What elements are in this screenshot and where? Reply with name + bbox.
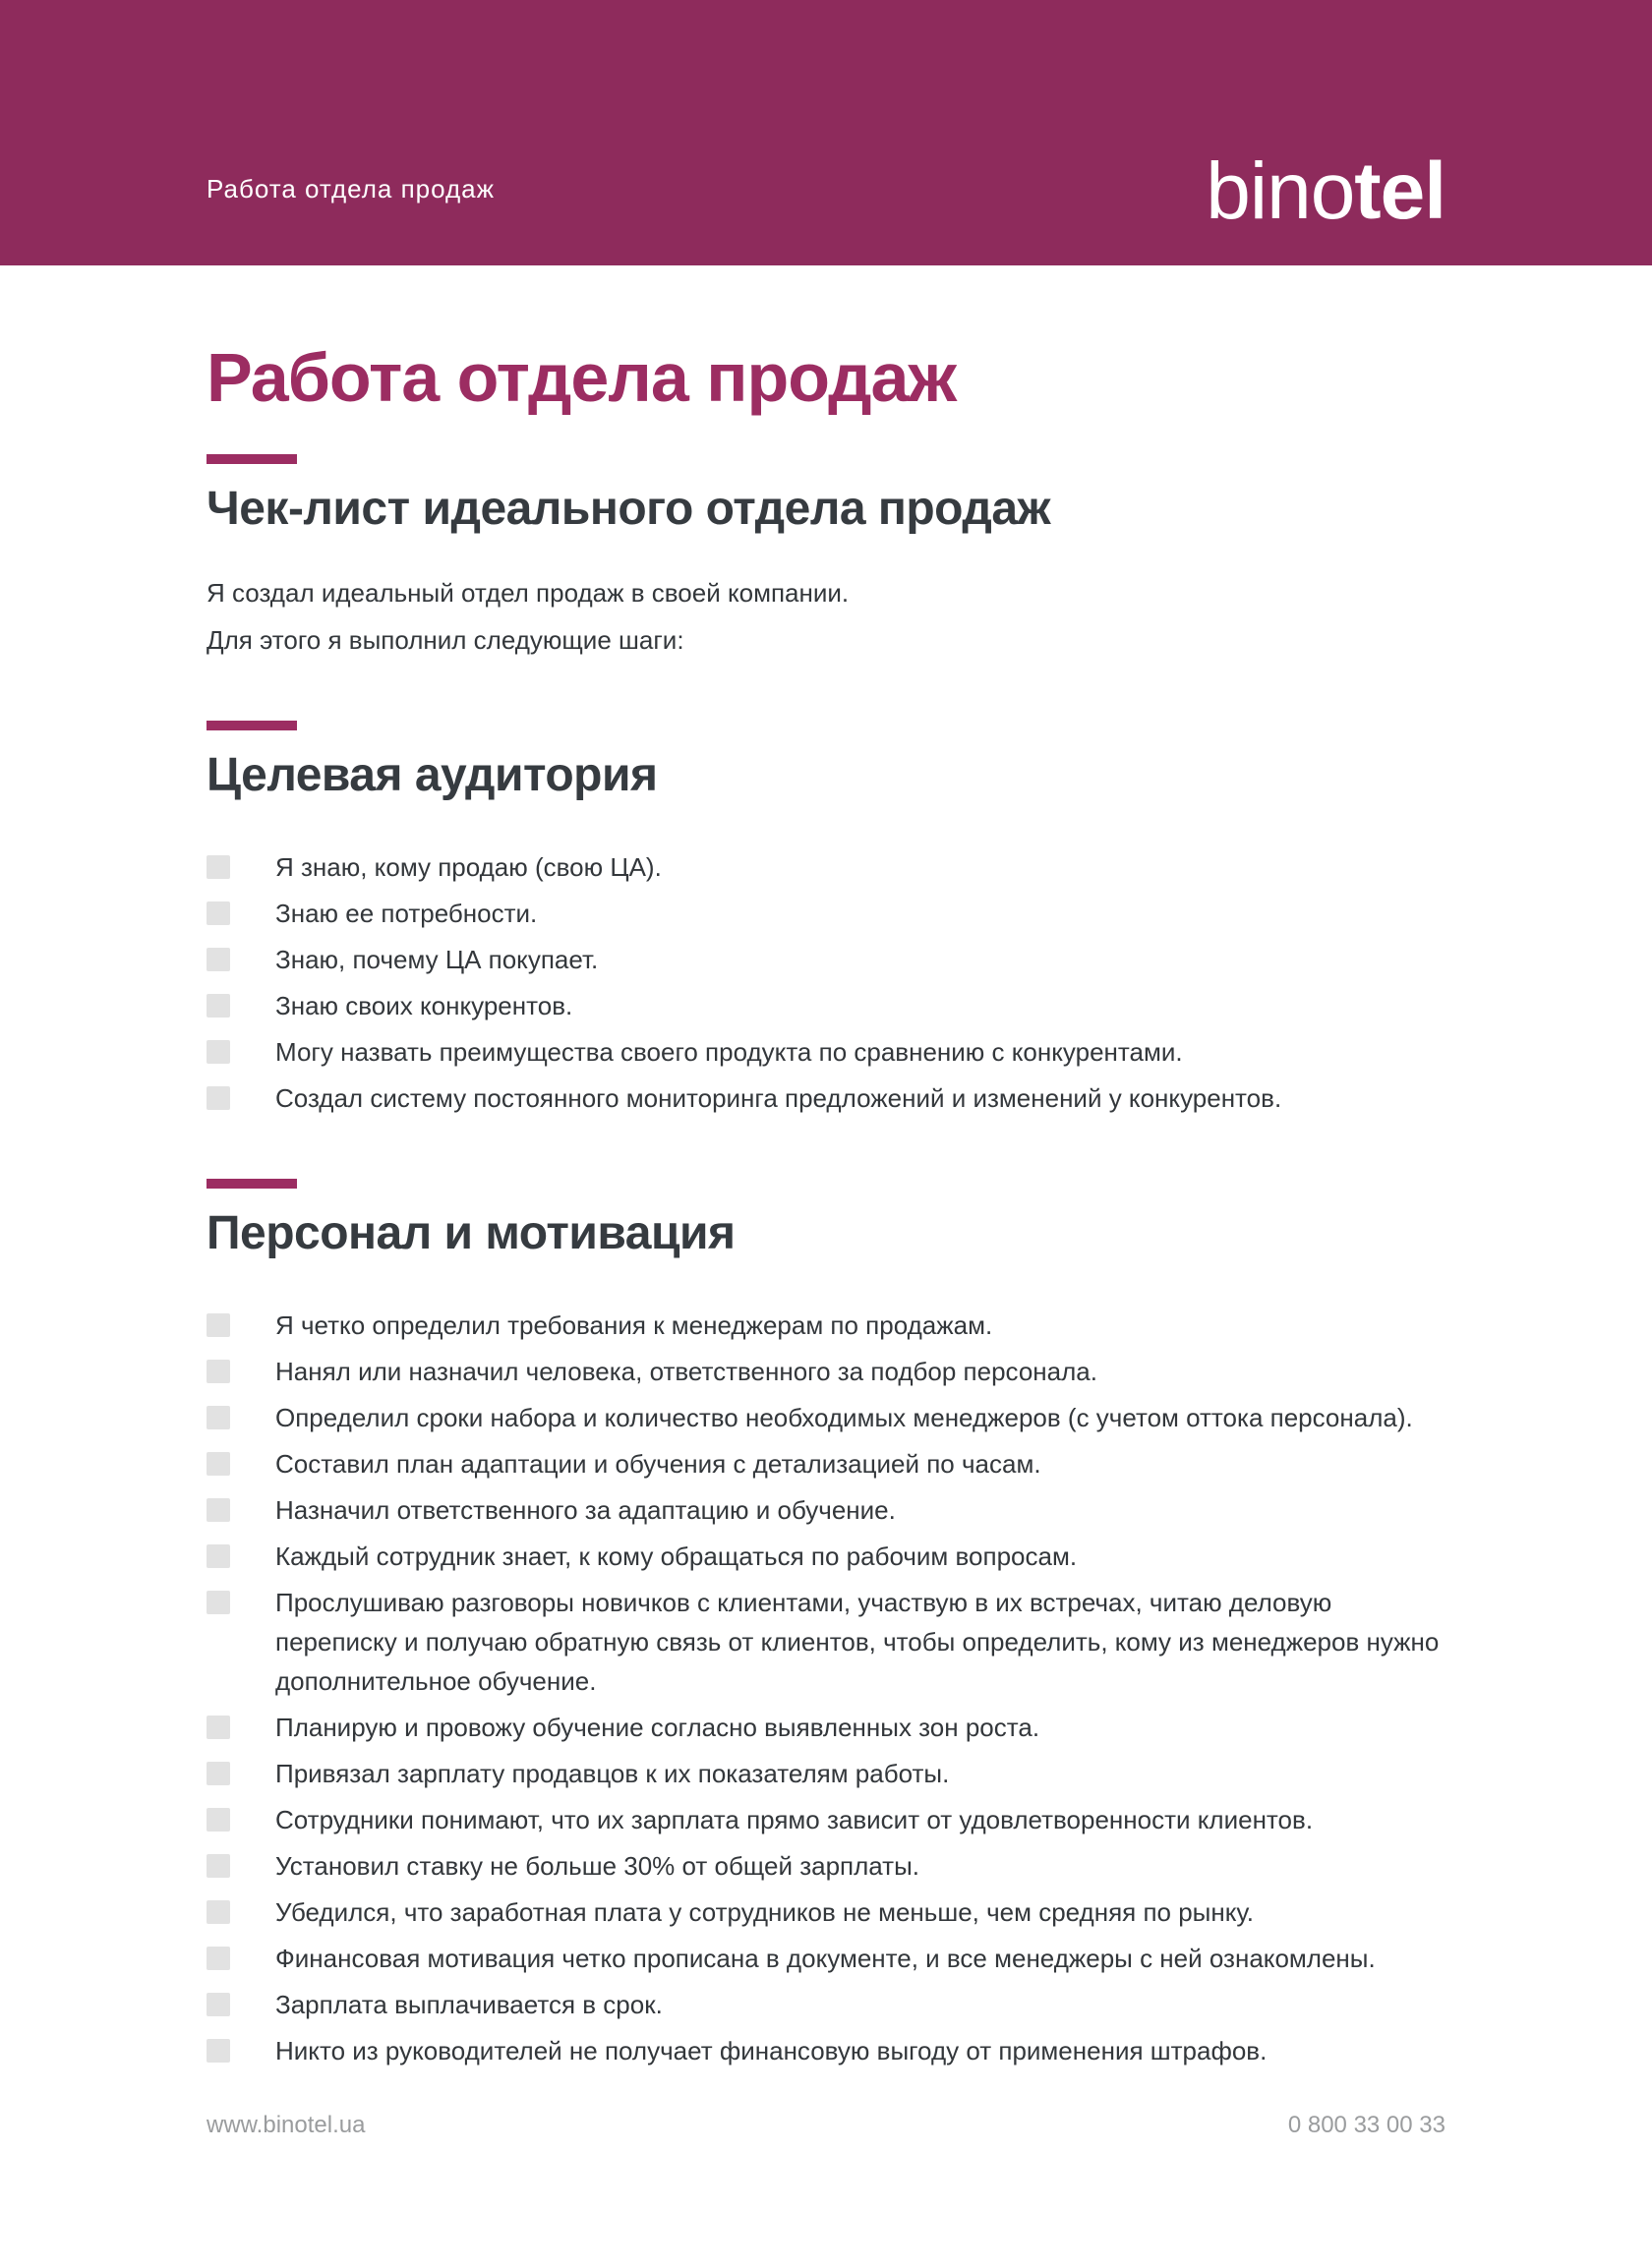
checklist-item-label: Финансовая мотивация четко прописана в документе, и все менеджеры с ней ознакомлены. [275,1944,1376,1974]
checklist [206,847,1446,1118]
section [206,454,1446,660]
section [206,721,1446,1118]
checklist-item-label: Прослушиваю разговоры новичков с клиентами, участвую в их встречах, читаю деловую переписку и получаю обратную связь от клиентов, чтобы определить, кому из менеджеров нужно дополнительное обучение. [275,1588,1440,1697]
checklist-item [206,1398,1446,1437]
checklist-item [206,986,1446,1025]
checklist-item-label: Определил сроки набора и количество необходимых менеджеров (с учетом оттока персонала). [275,1403,1413,1433]
checklist-item-label: Зарплата выплачивается в срок. [275,1990,663,2020]
checklist-item [206,1352,1446,1391]
checklist-item [206,1444,1446,1483]
checklist-item-label: Создал систему постоянного мониторинга предложений и изменений у конкурентов. [275,1082,1282,1113]
checklist-item-label: Назначил ответственного за адаптацию и обучение. [275,1495,896,1526]
checklist-item [206,1939,1446,1978]
checkbox[interactable] [206,1544,230,1568]
checklist-item-label: Убедился, что заработная плата у сотрудников не меньше, чем средняя по рынку. [275,1897,1255,1928]
checklist-item [206,894,1446,933]
logo-text-regular: bino [1206,145,1355,236]
checkbox[interactable] [206,855,230,879]
checklist-item [206,1078,1446,1118]
checklist-item [206,940,1446,979]
checklist-item-label: Установил ставку не больше 30% от общей зарплаты. [275,1851,920,1882]
checklist-item [206,1306,1446,1345]
checklist-item-label: Привязал зарплату продавцов к их показателям работы. [275,1759,950,1789]
checkbox[interactable] [206,901,230,925]
section-accent-dash [206,454,297,464]
checklist-item-label: Знаю, почему ЦА покупает. [275,944,599,974]
checklist-item [206,2031,1446,2070]
checklist-item [206,1708,1446,1747]
section-paragraphs [206,573,1446,660]
paragraph: Для этого я выполнил следующие шаги: [206,624,684,655]
checklist-item-label: Сотрудники понимают, что их зарплата прямо зависит от удовлетворенности клиентов. [275,1805,1314,1835]
checklist-item-label: Я четко определил требования к менеджерам по продажам. [275,1310,993,1341]
checklist-item [206,1537,1446,1576]
checklist-item [206,1583,1446,1701]
checklist-item-label: Могу назвать преимущества своего продукта по сравнению с конкурентами. [275,1036,1183,1067]
checkbox[interactable] [206,948,230,971]
checklist-item-label: Я знаю, кому продаю (свою ЦА). [275,851,662,882]
section-heading: Целевая аудитория [206,748,658,801]
checkbox[interactable] [206,1406,230,1429]
header-bar [0,0,1652,265]
checkbox[interactable] [206,1993,230,2016]
section-accent-dash [206,1179,297,1189]
sections-container [206,454,1446,2071]
footer-phone: 0 800 33 00 33 [1287,2112,1446,2138]
binotel-logo [1206,145,1446,236]
checkbox[interactable] [206,1313,230,1337]
checkbox[interactable] [206,1086,230,1110]
checkbox[interactable] [206,1360,230,1383]
checklist-item [206,1800,1446,1839]
checklist-item [206,1985,1446,2024]
checkbox[interactable] [206,994,230,1018]
checklist-item [206,1032,1446,1072]
checkbox[interactable] [206,1854,230,1878]
section-accent-dash [206,721,297,730]
checkbox[interactable] [206,1716,230,1739]
footer-website: www.binotel.ua [206,2112,366,2138]
page-title: Работа отдела продаж [206,339,957,416]
checklist-item-label: Составил план адаптации и обучения с детализацией по часам. [275,1449,1041,1480]
checklist-item-label: Никто из руководителей не получает финансовую выгоду от применения штрафов. [275,2036,1268,2066]
checklist [206,1306,1446,2070]
checklist-item [206,847,1446,887]
checklist-item [206,1754,1446,1793]
footer [206,2112,1446,2139]
checkbox[interactable] [206,1808,230,1832]
checkbox[interactable] [206,1947,230,1970]
section-heading: Персонал и мотивация [206,1206,736,1259]
logo-text-bold: tel [1354,145,1446,236]
checkbox[interactable] [206,1591,230,1614]
checklist-item-label: Нанял или назначил человека, ответственного за подбор персонала. [275,1357,1097,1387]
checkbox[interactable] [206,1498,230,1522]
checklist-item-label: Знаю ее потребности. [275,898,538,928]
section [206,1179,1446,2070]
checkbox[interactable] [206,1900,230,1924]
section-heading: Чек-лист идеального отдела продаж [206,482,1051,535]
checklist-item-label: Каждый сотрудник знает, к кому обращаться по рабочим вопросам. [275,1541,1078,1572]
checklist-item [206,1892,1446,1932]
checklist-item-label: Планирую и провожу обучение согласно выявленных зон роста. [275,1713,1040,1743]
page-content [0,339,1652,2070]
checklist-item-label: Знаю своих конкурентов. [275,990,573,1020]
header-doc-title: Работа отдела продаж [206,174,496,204]
checkbox[interactable] [206,1040,230,1064]
checkbox[interactable] [206,1452,230,1476]
checkbox[interactable] [206,2039,230,2063]
checklist-item [206,1846,1446,1886]
checkbox[interactable] [206,1762,230,1785]
paragraph: Я создал идеальный отдел продаж в своей компании. [206,577,850,608]
checklist-item [206,1490,1446,1530]
